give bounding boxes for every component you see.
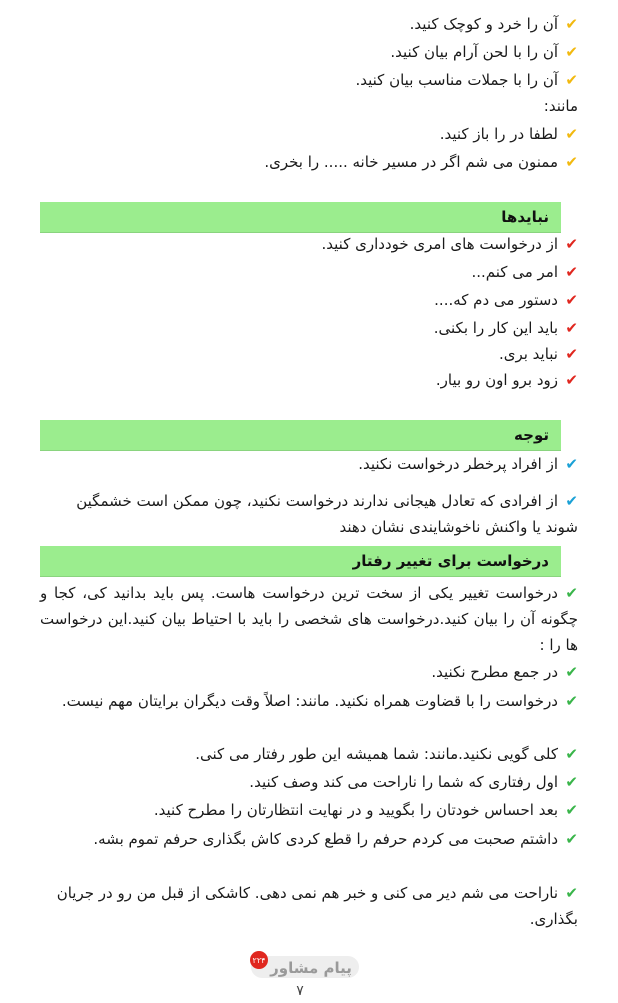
check-mark-icon: ✔ bbox=[565, 745, 578, 763]
list-item: ✔نباید بری. bbox=[498, 345, 578, 363]
check-mark-icon: ✔ bbox=[565, 801, 578, 819]
list-item: ✔درخواست را با قضاوت همراه نکنید. مانند: اصلاً وقت دیگران برایتان مهم نیست. bbox=[40, 688, 578, 714]
section-title: توجه bbox=[514, 426, 549, 444]
examples-label: مانند: bbox=[543, 97, 578, 115]
check-mark-icon: ✔ bbox=[565, 153, 578, 171]
list-item: ✔امر می کنم... bbox=[471, 263, 578, 281]
check-mark-icon: ✔ bbox=[565, 15, 578, 33]
paragraph: ✔درخواست تغییر یکی از سخت ترین درخواست هاست. پس باید بدانید کی، کجا و چگونه آن را بیان کنید.درخواست های شخصی را باید با احتیاط بیان کنید.این درخواست ها را : bbox=[40, 580, 578, 658]
brand-logo bbox=[245, 950, 365, 982]
check-mark-icon: ✔ bbox=[565, 663, 578, 681]
section-header-donts bbox=[40, 202, 561, 233]
check-mark-icon: ✔ bbox=[565, 773, 578, 791]
list-item: ✔آن را با جملات مناسب بیان کنید. bbox=[355, 71, 578, 89]
list-item: ✔آن را با لحن آرام بیان کنید. bbox=[390, 43, 578, 61]
check-mark-icon: ✔ bbox=[565, 584, 578, 602]
check-mark-icon: ✔ bbox=[565, 492, 578, 510]
list-item: ✔زود برو اون رو بیار. bbox=[435, 371, 578, 389]
list-item: ✔در جمع مطرح نکنید. bbox=[431, 663, 578, 681]
logo-badge: ۲۲۴ bbox=[252, 956, 266, 965]
list-item: ✔اول رفتاری که شما را ناراحت می کند وصف کنید. bbox=[249, 773, 578, 791]
check-mark-icon: ✔ bbox=[565, 830, 578, 848]
check-mark-icon: ✔ bbox=[565, 455, 578, 473]
check-mark-icon: ✔ bbox=[565, 235, 578, 253]
list-item: ✔داشتم صحبت می کردم حرفم را قطع کردی کاش بگذاری حرفم تموم بشه. bbox=[40, 826, 578, 852]
list-item: ✔دستور می دم که.... bbox=[434, 291, 578, 309]
section-title: درخواست برای تغییر رفتار bbox=[352, 552, 549, 570]
list-item: ✔آن را خرد و کوچک کنید. bbox=[409, 15, 578, 33]
list-item: ✔از درخواست های امری خودداری کنید. bbox=[321, 235, 578, 253]
list-item: ✔ناراحت می شم دیر می کنی و خبر هم نمی دهی. کاشکی از قبل من رو در جریان بگذاری. bbox=[40, 880, 578, 932]
list-item: ✔از افراد پرخطر درخواست نکنید. bbox=[358, 455, 578, 473]
check-mark-icon: ✔ bbox=[565, 43, 578, 61]
list-item: ✔کلی گویی نکنید.مانند: شما همیشه این طور رفتار می کنی. bbox=[195, 745, 578, 763]
check-mark-icon: ✔ bbox=[565, 345, 578, 363]
logo-text: پیام مشاور bbox=[270, 959, 352, 977]
list-item: ✔بعد احساس خودتان را بگویید و در نهایت انتظارتان را مطرح کنید. bbox=[153, 801, 578, 819]
check-mark-icon: ✔ bbox=[565, 692, 578, 710]
check-mark-icon: ✔ bbox=[565, 125, 578, 143]
list-item: ✔لطفا در را باز کنید. bbox=[439, 125, 578, 143]
check-mark-icon: ✔ bbox=[565, 319, 578, 337]
list-item: ✔باید این کار را بکنی. bbox=[433, 319, 578, 337]
check-mark-icon: ✔ bbox=[565, 884, 578, 902]
check-mark-icon: ✔ bbox=[565, 263, 578, 281]
check-mark-icon: ✔ bbox=[565, 371, 578, 389]
list-item: ✔از افرادی که تعادل هیجانی ندارند درخواست نکنید، چون ممکن است خشمگین شوند یا واکنش ناخوشایندی نشان دهند bbox=[40, 488, 578, 540]
brand-logo-graphic bbox=[245, 950, 365, 982]
check-mark-icon: ✔ bbox=[565, 291, 578, 309]
page-number: ۷ bbox=[296, 983, 304, 999]
section-header-behavior bbox=[40, 546, 561, 577]
section-title: نبایدها bbox=[501, 208, 549, 226]
section-header-note bbox=[40, 420, 561, 451]
list-item: ✔ممنون می شم اگر در مسیر خانه ..... را بخری. bbox=[264, 153, 578, 171]
check-mark-icon: ✔ bbox=[565, 71, 578, 89]
